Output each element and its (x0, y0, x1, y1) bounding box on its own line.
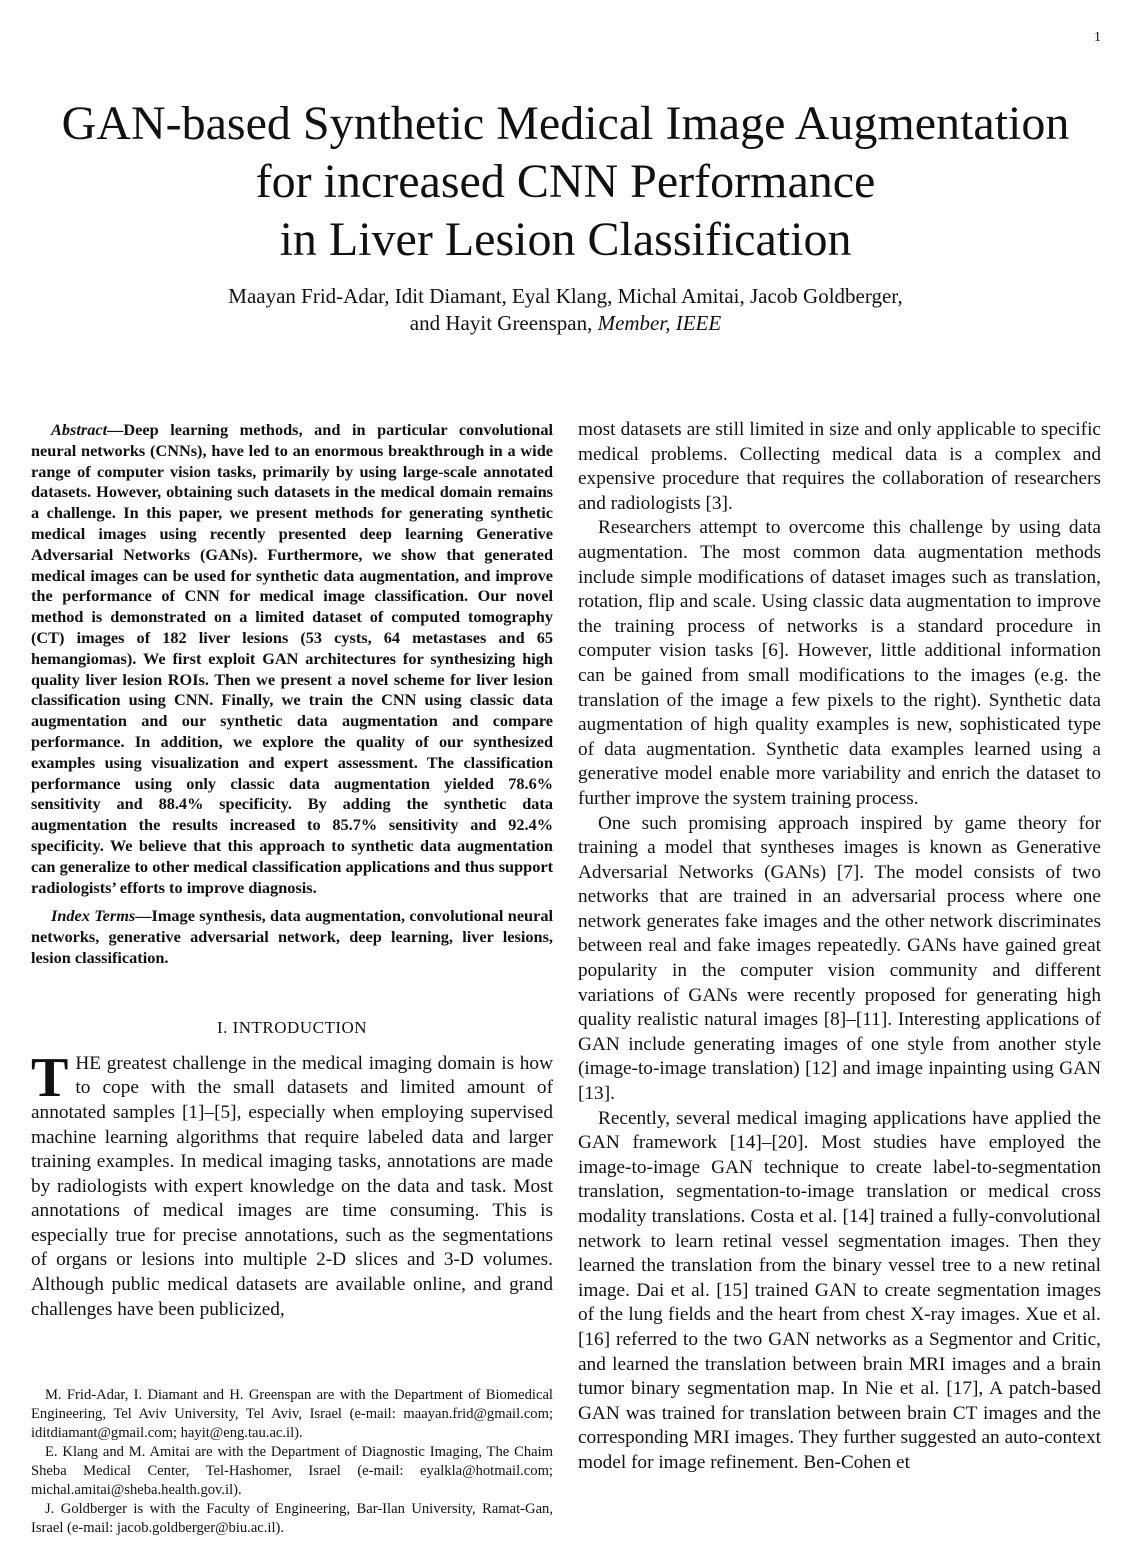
index-terms-text: —Image synthesis, data augmentation, convolutional neural networks, generative adversarial network, deep learning, liver lesions, lesion classification. (31, 906, 553, 967)
footnote: M. Frid-Adar, I. Diamant and H. Greenspan are with the Department of Biomedical Engineering, Tel Aviv University, Tel Aviv, Israel (e-mail: maayan.frid@gmail.com; iditdiamant@gmail.com; hayit@eng.tau.ac.il). (31, 1387, 553, 1441)
intro-paragraph (31, 1046, 553, 1323)
abstract-text: —Deep learning methods, and in particular convolutional neural networks (CNNs), have led to an enormous breakthrough in a wide range of computer vision tasks, primarily by using large-scale annotated datasets. However, obtaining such datasets in the medical domain remains a challenge. In this paper, we present methods for generating synthetic medical images using recently presented deep learning Generative Adversarial Networks (GANs). Furthermore, we show that generated medical images can be used for synthetic data augmentation, and improve the performance of CNN for medical image classification. Our novel method is demonstrated on a limited dataset of computed tomography (CT) images of 182 liver lesions (53 cysts, 64 metastases and 65 hemangiomas). We first exploit GAN architectures for synthesizing high quality liver lesion ROIs. Then we present a novel scheme for liver lesion classification using CNN. Finally, we train the CNN using classic data augmentation and our synthetic data augmentation and compare performance. In addition, we explore the quality of our synthesized examples using visualization and expert assessment. The classification performance using only classic data augmentation yielded 78.6% sensitivity and 88.4% specificity. By adding the synthetic data augmentation the results increased to 85.7% sensitivity and 92.4% specificity. We believe that this approach to synthetic data augmentation can generalize to other medical classification applications and thus support radiologists’ efforts to improve diagnosis. (31, 420, 553, 897)
body-paragraph: Recently, several medical imaging applications have applied the GAN framework [14]–[20]. Most studies have employed the image-to-image GAN technique to create label-to-segmentation translation, segmentation-to-image translation or medical cross modality translations. Costa et al. [14] trained a fully-convolutional network to learn retinal vessel segmentation images. Then they learned the translation from the binary vessel tree to a new retinal image. Dai et al. [15] trained GAN to create segmentation images of the lung fields and the heart from chest X-ray images. Xue et al. [16] referred to the two GAN networks as a Segmentor and Critic, and learned the translation between brain MRI images and a brain tumor binary segmentation map. In Nie et al. [17], A patch-based GAN was trained for translation between brain CT images and the corresponding MRI images. They further suggested an auto-context model for image refinement. Ben-Cohen et (578, 1107, 1101, 1473)
title-line: GAN-based Synthetic Medical Image Augmentation (61, 97, 1070, 150)
footnote: E. Klang and M. Amitai are with the Department of Diagnostic Imaging, The Chaim Sheba Medical Center, Tel-Hashomer, Israel (e-mail: eyalkla@hotmail.com; michal.amitai@sheba.health.gov.il). (31, 1444, 553, 1498)
left-column (31, 420, 553, 1322)
title-line: for increased CNN Performance (255, 155, 876, 208)
title-line: in Liver Lesion Classification (279, 213, 852, 266)
abstract-label: Abstract (51, 420, 108, 439)
page-number: 1 (1094, 30, 1101, 45)
body-paragraph: Researchers attempt to overcome this challenge by using data augmentation. The most common data augmentation methods include simple modifications of dataset images such as translation, rotation, flip and scale. Using classic data augmentation to improve the training process of networks is a standard procedure in computer vision tasks [6]. However, little additional information can be gained from small modifications to the images (e.g. the translation of the image a few pixels to the right). Synthetic data augmentation of high quality examples is new, sophisticated type of data augmentation. Synthetic data examples learned using a generative model enable more variability and enrich the dataset to further improve the system training process. (578, 517, 1101, 809)
index-terms (31, 906, 553, 968)
drop-cap: T (31, 1046, 69, 1109)
authors-line: Maayan Frid-Adar, Idit Diamant, Eyal Klang, Michal Amitai, Jacob Goldberger, (228, 284, 903, 308)
section-heading-introduction: I. INTRODUCTION (216, 1017, 368, 1037)
intro-paragraph-text: HE greatest challenge in the medical imaging domain is how to cope with the small datasets and limited amount of annotated samples [1]–[5], especially when employing supervised machine learning algorithms that require labeled data and larger training examples. In medical imaging tasks, annotations are made by radiologists with expert knowledge on the data and task. Most annotations of medical images are time consuming. This is especially true for precise annotations, such as the segmentations of organs or lesions into multiple 2-D slices and 3-D volumes. Although public medical datasets are available online, and grand challenges have been publicized, (31, 1052, 553, 1320)
ieee-membership: Member, IEEE (597, 311, 722, 335)
authors-line (0, 310, 1131, 337)
paper-title (0, 95, 1131, 269)
author-affiliation-footnotes (31, 1386, 553, 1538)
authors-last: and Hayit Greenspan, (409, 311, 598, 335)
author-list (0, 283, 1131, 337)
right-column (578, 418, 1101, 1476)
body-paragraph: most datasets are still limited in size and only applicable to specific medical problems. Collecting medical data is a complex and expensive procedure that requires the collaboration of researchers and radiologists [3]. (578, 419, 1101, 514)
footnote: J. Goldberger is with the Faculty of Engineering, Bar-Ilan University, Ramat-Gan, Israel (e-mail: jacob.goldberger@biu.ac.il). (31, 1501, 553, 1536)
index-terms-label: Index Terms (51, 906, 136, 926)
body-paragraph: One such promising approach inspired by game theory for training a model that syntheses images is known as Generative Adversarial Networks (GANs) [7]. The model consists of two networks that are trained in an adversarial process where one network generates fake images and the other network discriminates between real and fake images repeatedly. GANs have gained great popularity in the computer vision community and different variations of GANs were recently proposed for generating high quality realistic natural images [8]–[11]. Interesting applications of GAN include generating images of one style from another style (image-to-image translation) [12] and image inpainting using GAN [13]. (578, 812, 1101, 1105)
abstract (31, 420, 553, 898)
